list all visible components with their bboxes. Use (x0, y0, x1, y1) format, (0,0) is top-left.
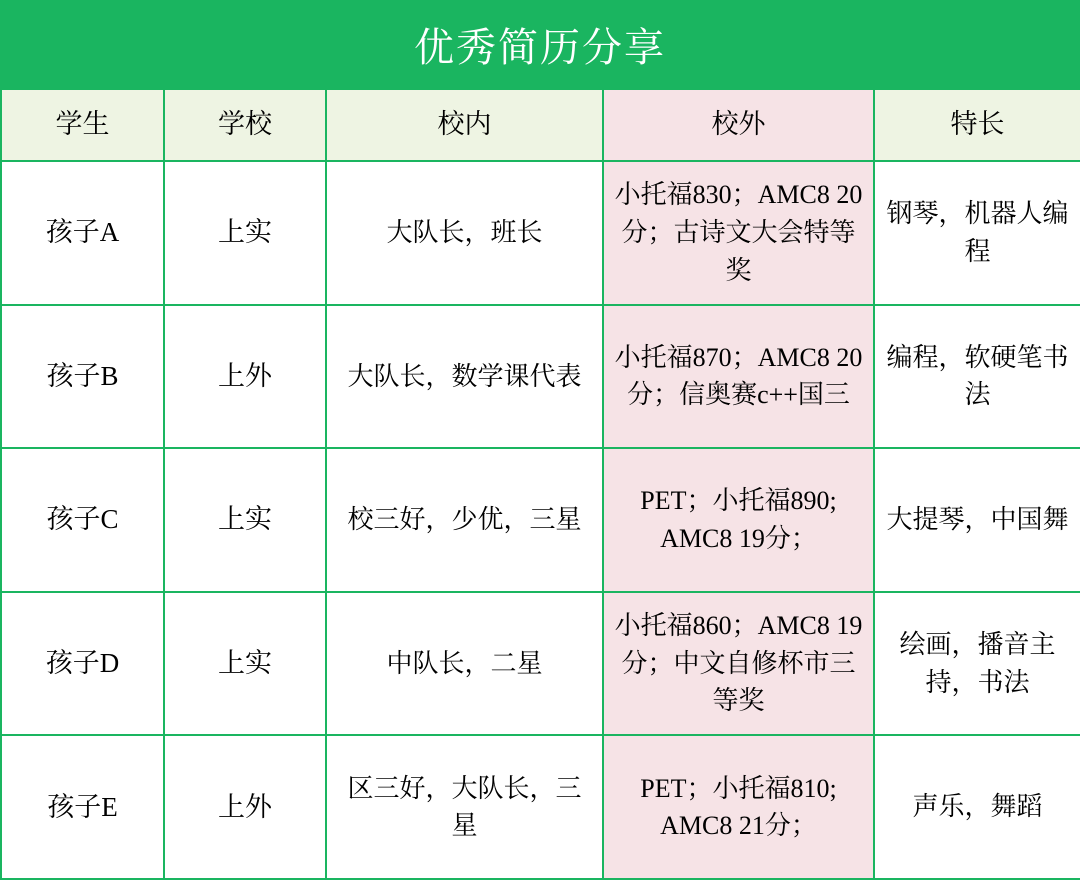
cell-specialty: 钢琴，机器人编程 (874, 161, 1080, 305)
cell-student: 孩子C (1, 448, 164, 592)
column-header-specialty: 特长 (874, 89, 1080, 161)
table-header-row (1, 89, 1080, 161)
cell-student: 孩子B (1, 305, 164, 449)
cell-school: 上实 (164, 448, 326, 592)
cell-in-school: 大队长，班长 (326, 161, 603, 305)
cell-school: 上实 (164, 161, 326, 305)
cell-school: 上外 (164, 305, 326, 449)
table-row (1, 735, 1080, 879)
cell-out-school: 小托福830；AMC8 20分；古诗文大会特等奖 (603, 161, 874, 305)
cell-out-school: 小托福870；AMC8 20分；信奥赛c++国三 (603, 305, 874, 449)
cell-in-school: 中队长，二星 (326, 592, 603, 736)
table-row (1, 448, 1080, 592)
table-row (1, 161, 1080, 305)
cell-student: 孩子E (1, 735, 164, 879)
cell-out-school: PET；小托福890; AMC8 19分； (603, 448, 874, 592)
cell-student: 孩子A (1, 161, 164, 305)
cell-specialty: 大提琴，中国舞 (874, 448, 1080, 592)
cell-out-school: 小托福860；AMC8 19分；中文自修杯市三等奖 (603, 592, 874, 736)
cell-school: 上实 (164, 592, 326, 736)
column-header-out-school: 校外 (603, 89, 874, 161)
cell-specialty: 声乐，舞蹈 (874, 735, 1080, 879)
cell-school: 上外 (164, 735, 326, 879)
cell-in-school: 区三好，大队长，三星 (326, 735, 603, 879)
page-title: 优秀简历分享 (0, 0, 1080, 88)
cell-out-school: PET；小托福810; AMC8 21分； (603, 735, 874, 879)
table-row (1, 592, 1080, 736)
table-body (1, 161, 1080, 879)
cell-specialty: 绘画，播音主持，书法 (874, 592, 1080, 736)
cell-in-school: 大队长，数学课代表 (326, 305, 603, 449)
column-header-in-school: 校内 (326, 89, 603, 161)
table-header (1, 89, 1080, 161)
column-header-school: 学校 (164, 89, 326, 161)
table-row (1, 305, 1080, 449)
column-header-student: 学生 (1, 89, 164, 161)
cell-student: 孩子D (1, 592, 164, 736)
cell-in-school: 校三好，少优，三星 (326, 448, 603, 592)
resume-table (0, 88, 1080, 880)
cell-specialty: 编程，软硬笔书法 (874, 305, 1080, 449)
